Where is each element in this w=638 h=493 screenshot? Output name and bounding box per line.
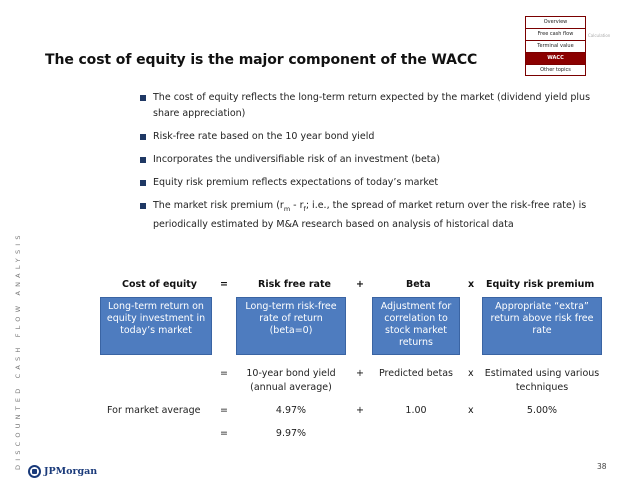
section-nav (525, 16, 586, 76)
box-risk-free-rate: Long-term risk-free rate of return (beta=0) (236, 297, 346, 355)
market-equals: = (220, 405, 228, 416)
bullet-market-risk-premium (140, 198, 610, 233)
result-equals: = (220, 428, 228, 439)
mrp-text-post: ; i.e., the spread of market return over the risk-free rate) is periodically estimated by M&A research based on analysis of historical data (153, 200, 587, 230)
bullet-beta: Incorporates the undiversifiable risk of an investment (beta) (140, 152, 610, 168)
mrp-sub-m: m (283, 204, 291, 213)
market-average-label: For market average (107, 405, 201, 416)
mrp-sub-f: f (303, 204, 306, 213)
mrp-text-pre: The market risk premium (r (153, 200, 284, 211)
market-plus: + (356, 405, 364, 416)
box-cost-of-equity: Long-term return on equity investment in today’s market (100, 297, 212, 355)
nav-item-terminal-value[interactable]: Terminal value (525, 40, 586, 52)
estimate-equals: = (220, 368, 228, 379)
header-equals: = (220, 279, 228, 290)
nav-item-wacc[interactable]: WACC (525, 52, 586, 64)
cost-of-equity-equation (92, 275, 612, 445)
jpmorgan-logo-icon (28, 465, 41, 478)
bullet-list (140, 90, 610, 240)
bullet-cost-of-equity: The cost of equity reflects the long-term return expected by the market (dividend yield plus share appreciation) (140, 90, 610, 122)
estimate-times: x (468, 368, 474, 379)
market-times: x (468, 405, 474, 416)
header-cost-of-equity: Cost of equity (122, 279, 197, 290)
header-plus: + (356, 279, 364, 290)
estimate-beta: Predicted betas (379, 368, 453, 379)
bullet-risk-free-rate: Risk-free rate based on the 10 year bond yield (140, 129, 610, 145)
result-cost-of-equity: 9.97% (275, 428, 307, 439)
nav-item-other-topics[interactable]: Other topics (525, 64, 586, 76)
logo-text: JPMorgan (44, 465, 98, 477)
box-equity-risk-premium: Appropriate “extra” return above risk free rate (482, 297, 602, 355)
box-beta: Adjustment for correlation to stock market returns (372, 297, 460, 355)
header-risk-free-rate: Risk free rate (258, 279, 331, 290)
market-risk-free-rate: 4.97% (275, 405, 307, 416)
estimate-equity-risk-premium: Estimated using various techniques (484, 368, 600, 393)
nav-subnote: Calculation (588, 33, 611, 38)
header-equity-risk-premium: Equity risk premium (486, 279, 595, 290)
header-times: x (468, 279, 475, 290)
nav-item-free-cash-flow[interactable]: Free cash flow (525, 28, 586, 40)
estimate-plus: + (356, 368, 364, 379)
bullet-equity-risk-premium: Equity risk premium reflects expectations of today’s market (140, 175, 610, 191)
sidebar-label: DISCOUNTED CASH FLOW ANALYSIS (14, 231, 22, 470)
mrp-text-mid: - r (290, 200, 304, 211)
market-beta: 1.00 (405, 405, 427, 416)
page-title: The cost of equity is the major component of the WACC (45, 52, 478, 68)
market-equity-risk-premium: 5.00% (526, 405, 558, 416)
jpmorgan-logo (28, 463, 97, 479)
estimate-risk-free-rate: 10-year bond yield (annual average) (246, 368, 336, 393)
nav-item-overview[interactable]: Overview (525, 16, 586, 28)
page-number: 38 (597, 462, 607, 471)
header-beta: Beta (406, 279, 431, 290)
